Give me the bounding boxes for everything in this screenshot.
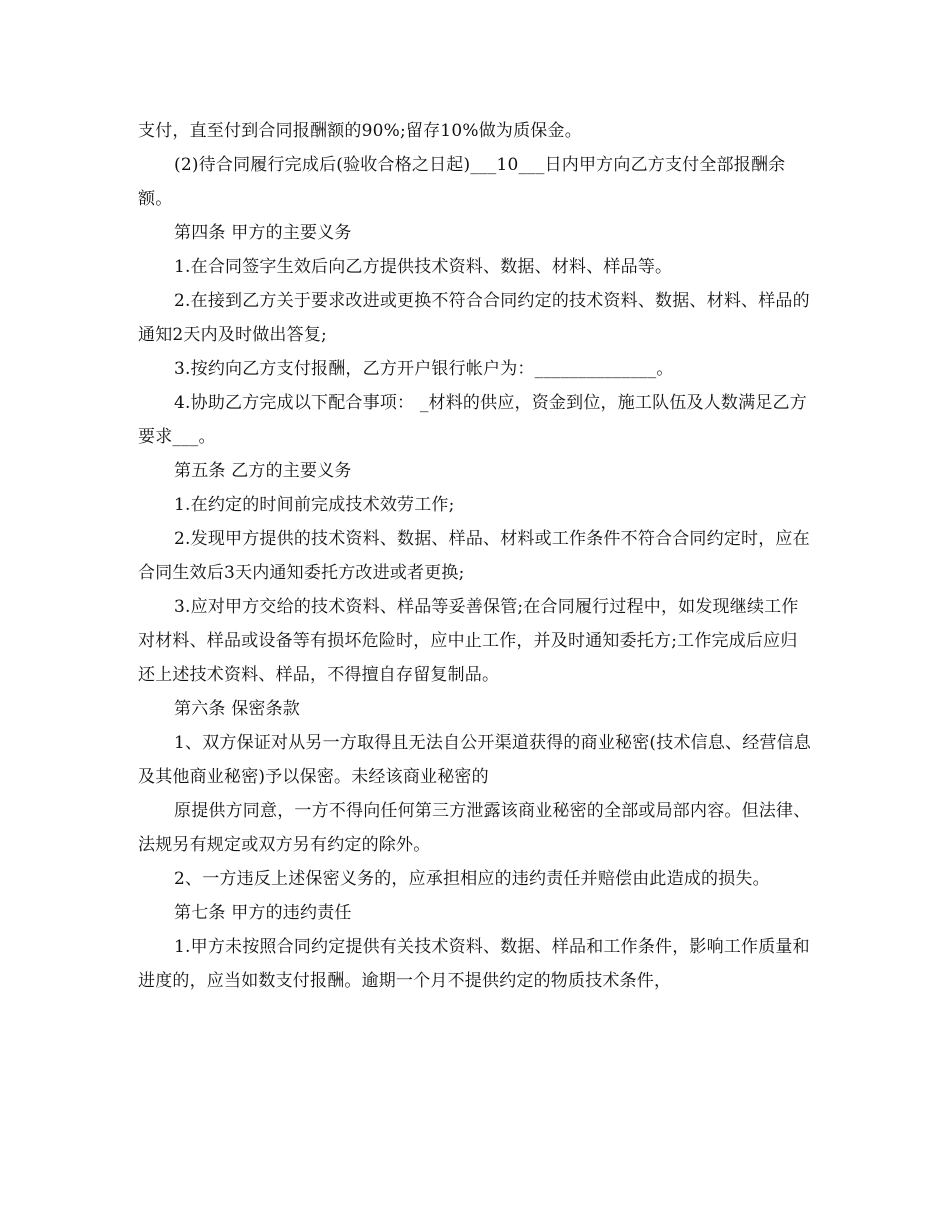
paragraph: 3.按约向乙方支付报酬，乙方开户银行帐户为：______________。 — [174, 359, 674, 379]
paragraph: 2.在接到乙方关于要求改进或更换不符合合同约定的技术资料、数据、材料、样品的通知2天内及时做出答复; — [138, 291, 810, 345]
document-body — [138, 114, 812, 998]
paragraph: (2)待合同履行完成后(验收合格之日起)___10___日内甲方向乙方支付全部报酬余额。 — [138, 155, 786, 209]
paragraph: 1.甲方未按照合同约定提供有关技术资料、数据、样品和工作条件，影响工作质量和进度的，应当如数支付报酬。逾期一个月不提供约定的物质技术条件， — [138, 937, 810, 991]
section-heading: 第五条 乙方的主要义务 — [174, 461, 352, 481]
section-heading: 第七条 甲方的违约责任 — [174, 903, 352, 923]
paragraph: 2、一方违反上述保密义务的，应承担相应的违约责任并赔偿由此造成的损失。 — [174, 869, 770, 889]
paragraph: 4.协助乙方完成以下配合事项： _材料的供应，资金到位，施工队伍及人数满足乙方要求___。 — [138, 393, 807, 447]
paragraph: 1.在合同签字生效后向乙方提供技术资料、数据、材料、样品等。 — [174, 257, 673, 277]
paragraph: 原提供方同意，一方不得向任何第三方泄露该商业秘密的全部或局部内容。但法律、法规另有规定或双方另有约定的除外。 — [138, 801, 811, 855]
section-heading: 第六条 保密条款 — [174, 699, 301, 719]
paragraph: 2.发现甲方提供的技术资料、数据、样品、材料或工作条件不符合合同约定时，应在合同生效后3天内通知委托方改进或者更换; — [138, 529, 810, 583]
section-heading: 第四条 甲方的主要义务 — [174, 223, 352, 243]
paragraph: 1、双方保证对从另一方取得且无法自公开渠道获得的商业秘密(技术信息、经营信息及其他商业秘密)予以保密。未经该商业秘密的 — [138, 733, 812, 787]
paragraph: 1.在约定的时间前完成技术效劳工作; — [174, 495, 455, 515]
paragraph: 3.应对甲方交给的技术资料、样品等妥善保管;在合同履行过程中，如发现继续工作对材料、样品或设备等有损坏危险时，应中止工作，并及时通知委托方;工作完成后应归还上述技术资料、样品，不得擅自存留复制品。 — [138, 597, 799, 685]
paragraph: 支付，直至付到合同报酬额的90%;留存10%做为质保金。 — [138, 121, 582, 141]
